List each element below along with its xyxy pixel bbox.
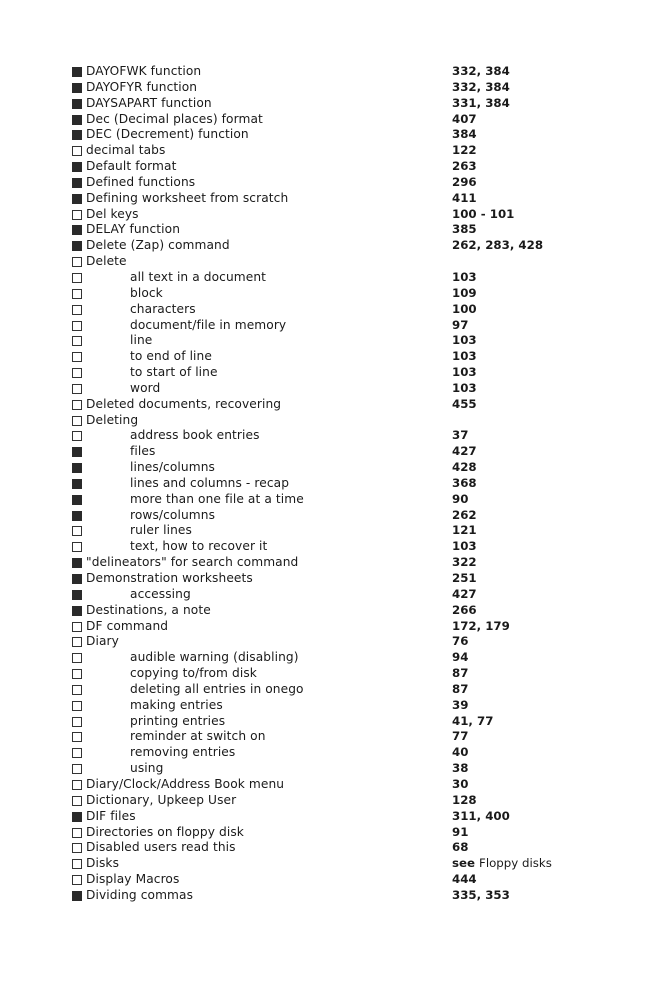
empty-square-marker-icon <box>72 732 82 742</box>
empty-square-marker-icon <box>72 210 82 220</box>
empty-square-marker-icon <box>72 875 82 885</box>
empty-square-marker-icon <box>72 780 82 790</box>
index-term: Directories on floppy disk <box>86 824 244 839</box>
index-entry <box>72 302 592 318</box>
index-term: Diary <box>86 634 119 649</box>
filled-square-marker-icon <box>72 194 82 204</box>
index-pages: 128 <box>452 792 477 807</box>
index-term: copying to/from disk <box>130 666 257 681</box>
index-entry <box>72 555 592 571</box>
index-term: to end of line <box>130 349 212 364</box>
index-pages: 251 <box>452 571 477 585</box>
empty-square-marker-icon <box>72 146 82 156</box>
index-entry <box>72 745 592 761</box>
index-term: using <box>130 761 164 776</box>
index-entry <box>72 413 592 429</box>
index-pages: 100 - 101 <box>452 206 515 221</box>
index-pages: 331, 384 <box>452 95 510 110</box>
index-term: block <box>130 285 163 300</box>
index-pages: 38 <box>452 761 469 776</box>
index-entry <box>72 698 592 714</box>
index-term: Deleting <box>86 412 139 427</box>
empty-square-marker-icon <box>72 336 82 346</box>
index-term: Deleted documents, recovering <box>86 396 282 411</box>
index-entry <box>72 619 592 635</box>
index-term: Defined functions <box>86 174 196 189</box>
index-entry <box>72 80 592 96</box>
empty-square-marker-icon <box>72 653 82 663</box>
filled-square-marker-icon <box>72 178 82 188</box>
filled-square-marker-icon <box>72 891 82 901</box>
index-term: deleting all entries in onego <box>130 681 304 696</box>
index-term: Default format <box>86 159 177 174</box>
index-term: document/file in memory <box>130 317 287 332</box>
filled-square-marker-icon <box>72 225 82 235</box>
empty-square-marker-icon <box>72 796 82 806</box>
index-pages <box>452 856 552 872</box>
empty-square-marker-icon <box>72 416 82 426</box>
filled-square-marker-icon <box>72 812 82 822</box>
index-entry <box>72 761 592 777</box>
empty-square-marker-icon <box>72 859 82 869</box>
index-pages: 407 <box>452 111 477 126</box>
index-entry <box>72 444 592 460</box>
index-entry <box>72 508 592 524</box>
index-term: printing entries <box>130 713 226 728</box>
index-pages: 103 <box>452 380 477 395</box>
index-entry <box>72 682 592 698</box>
index-pages: 103 <box>452 349 477 364</box>
index-pages: 103 <box>452 365 477 380</box>
index-pages: 91 <box>452 824 469 839</box>
index-pages: 87 <box>452 666 469 681</box>
index-term: ruler lines <box>130 523 192 538</box>
index-entry <box>72 397 592 413</box>
index-term: Destinations, a note <box>86 602 211 617</box>
index-entry <box>72 793 592 809</box>
empty-square-marker-icon <box>72 368 82 378</box>
empty-square-marker-icon <box>72 273 82 283</box>
filled-square-marker-icon <box>72 558 82 568</box>
index-pages: 428 <box>452 460 477 475</box>
index-pages: 76 <box>452 634 469 649</box>
index-term: making entries <box>130 697 223 712</box>
empty-square-marker-icon <box>72 669 82 679</box>
filled-square-marker-icon <box>72 463 82 473</box>
index-pages: 77 <box>452 729 469 744</box>
index-term: lines/columns <box>130 460 215 475</box>
filled-square-marker-icon <box>72 447 82 457</box>
empty-square-marker-icon <box>72 321 82 331</box>
index-entry <box>72 729 592 745</box>
empty-square-marker-icon <box>72 701 82 711</box>
index-pages: 100 <box>452 301 477 316</box>
filled-square-marker-icon <box>72 574 82 584</box>
empty-square-marker-icon <box>72 828 82 838</box>
index-entry <box>72 634 592 650</box>
index-entry <box>72 64 592 80</box>
index-entry <box>72 428 592 444</box>
index-pages: 94 <box>452 650 469 665</box>
index-term: Diary/Clock/Address Book menu <box>86 776 285 791</box>
index-pages: 121 <box>452 523 477 538</box>
empty-square-marker-icon <box>72 289 82 299</box>
filled-square-marker-icon <box>72 511 82 521</box>
index-entry <box>72 603 592 619</box>
empty-square-marker-icon <box>72 305 82 315</box>
filled-square-marker-icon <box>72 67 82 77</box>
empty-square-marker-icon <box>72 384 82 394</box>
index-term: DAYOFYR function <box>86 79 198 94</box>
index-pages: 266 <box>452 602 477 617</box>
index-pages: 332, 384 <box>452 79 510 94</box>
index-term: Defining worksheet from scratch <box>86 190 289 205</box>
index-pages: 455 <box>452 396 477 411</box>
empty-square-marker-icon <box>72 843 82 853</box>
index-term: DAYSAPART function <box>86 95 212 110</box>
index-entry <box>72 714 592 730</box>
index-entry <box>72 381 592 397</box>
index-term: characters <box>130 301 196 316</box>
index-pages: 109 <box>452 285 477 300</box>
filled-square-marker-icon <box>72 495 82 505</box>
index-pages: 332, 384 <box>452 64 510 78</box>
index-pages: 90 <box>452 491 469 506</box>
filled-square-marker-icon <box>72 162 82 172</box>
index-pages: 411 <box>452 190 477 205</box>
index-entry <box>72 222 592 238</box>
index-term: DEC (Decrement) function <box>86 127 249 142</box>
empty-square-marker-icon <box>72 431 82 441</box>
index-term: Dictionary, Upkeep User <box>86 792 237 807</box>
index-entry <box>72 112 592 128</box>
empty-square-marker-icon <box>72 764 82 774</box>
index-entry <box>72 333 592 349</box>
index-entry <box>72 365 592 381</box>
index-term: accessing <box>130 586 191 601</box>
index-entry <box>72 777 592 793</box>
index-entry <box>72 492 592 508</box>
index-pages: 40 <box>452 745 469 760</box>
index-entry <box>72 191 592 207</box>
index-list <box>72 64 592 904</box>
index-entry <box>72 856 592 872</box>
index-term: Demonstration worksheets <box>86 571 253 585</box>
index-entry <box>72 888 592 904</box>
empty-square-marker-icon <box>72 717 82 727</box>
index-term: Disabled users read this <box>86 840 236 855</box>
index-pages: 263 <box>452 159 477 174</box>
index-term: audible warning (disabling) <box>130 650 299 665</box>
index-entry <box>72 872 592 888</box>
empty-square-marker-icon <box>72 526 82 536</box>
index-entry <box>72 207 592 223</box>
index-pages: 335, 353 <box>452 887 510 902</box>
index-pages: 30 <box>452 776 469 791</box>
filled-square-marker-icon <box>72 83 82 93</box>
index-pages: 262, 283, 428 <box>452 238 544 253</box>
index-entry <box>72 650 592 666</box>
index-pages: 37 <box>452 428 469 443</box>
index-entry <box>72 270 592 286</box>
index-entry <box>72 349 592 365</box>
empty-square-marker-icon <box>72 542 82 552</box>
index-term: all text in a document <box>130 269 267 284</box>
empty-square-marker-icon <box>72 257 82 267</box>
index-term: Del keys <box>86 206 139 221</box>
index-term: files <box>130 444 156 459</box>
index-entry <box>72 143 592 159</box>
index-pages: 122 <box>452 143 477 158</box>
index-term: DELAY function <box>86 222 181 237</box>
filled-square-marker-icon <box>72 606 82 616</box>
index-entry <box>72 460 592 476</box>
index-pages: 103 <box>452 333 477 348</box>
index-term: word <box>130 380 161 395</box>
index-entry <box>72 825 592 841</box>
index-entry <box>72 666 592 682</box>
index-term: lines and columns - recap <box>130 475 290 490</box>
index-term: DAYOFWK function <box>86 64 202 78</box>
index-entry <box>72 238 592 254</box>
index-term: Dec (Decimal places) format <box>86 111 263 126</box>
empty-square-marker-icon <box>72 622 82 632</box>
filled-square-marker-icon <box>72 479 82 489</box>
empty-square-marker-icon <box>72 748 82 758</box>
empty-square-marker-icon <box>72 400 82 410</box>
index-pages: 427 <box>452 586 477 601</box>
index-entry <box>72 539 592 555</box>
index-pages: 41, 77 <box>452 713 494 728</box>
filled-square-marker-icon <box>72 130 82 140</box>
index-term: Dividing commas <box>86 887 194 902</box>
index-term: removing entries <box>130 745 236 760</box>
index-term: Display Macros <box>86 872 180 887</box>
index-term: line <box>130 333 153 348</box>
index-pages: 368 <box>452 475 477 490</box>
index-pages: 262 <box>452 507 477 522</box>
index-pages: 322 <box>452 555 477 570</box>
index-entry <box>72 175 592 191</box>
index-term: rows/columns <box>130 507 216 522</box>
index-entry <box>72 571 592 587</box>
index-pages: 97 <box>452 317 469 332</box>
index-term: Delete <box>86 254 127 269</box>
index-entry <box>72 476 592 492</box>
index-pages: 296 <box>452 174 477 189</box>
index-entry <box>72 159 592 175</box>
index-pages: 172, 179 <box>452 618 510 633</box>
index-pages: 311, 400 <box>452 808 510 823</box>
index-entry <box>72 254 592 270</box>
index-pages: 103 <box>452 539 477 554</box>
index-pages: 384 <box>452 127 477 142</box>
index-term: DIF files <box>86 808 136 823</box>
index-term: DF command <box>86 618 169 633</box>
index-term: text, how to recover it <box>130 539 268 554</box>
index-pages: 87 <box>452 681 469 696</box>
filled-square-marker-icon <box>72 99 82 109</box>
filled-square-marker-icon <box>72 115 82 125</box>
index-entry <box>72 127 592 143</box>
empty-square-marker-icon <box>72 352 82 362</box>
filled-square-marker-icon <box>72 241 82 251</box>
index-pages: 103 <box>452 269 477 284</box>
index-entry <box>72 286 592 302</box>
index-entry <box>72 318 592 334</box>
index-term: address book entries <box>130 428 260 443</box>
index-term: decimal tabs <box>86 143 166 158</box>
see-reference-target: Floppy disks <box>479 856 552 871</box>
index-pages: 68 <box>452 840 469 855</box>
see-reference-label: see <box>452 856 476 871</box>
index-entry <box>72 96 592 112</box>
index-term: "delineators" for search command <box>86 555 299 570</box>
index-term: reminder at switch on <box>130 729 266 744</box>
empty-square-marker-icon <box>72 637 82 647</box>
empty-square-marker-icon <box>72 685 82 695</box>
index-entry <box>72 523 592 539</box>
index-pages: 444 <box>452 872 477 887</box>
index-term: more than one file at a time <box>130 491 304 506</box>
index-pages: 39 <box>452 697 469 712</box>
index-entry <box>72 809 592 825</box>
filled-square-marker-icon <box>72 590 82 600</box>
index-term: Delete (Zap) command <box>86 238 230 253</box>
index-term: Disks <box>86 856 120 871</box>
index-pages: 427 <box>452 444 477 459</box>
index-entry <box>72 587 592 603</box>
index-entry <box>72 840 592 856</box>
index-term: to start of line <box>130 365 218 380</box>
index-pages: 385 <box>452 222 477 237</box>
